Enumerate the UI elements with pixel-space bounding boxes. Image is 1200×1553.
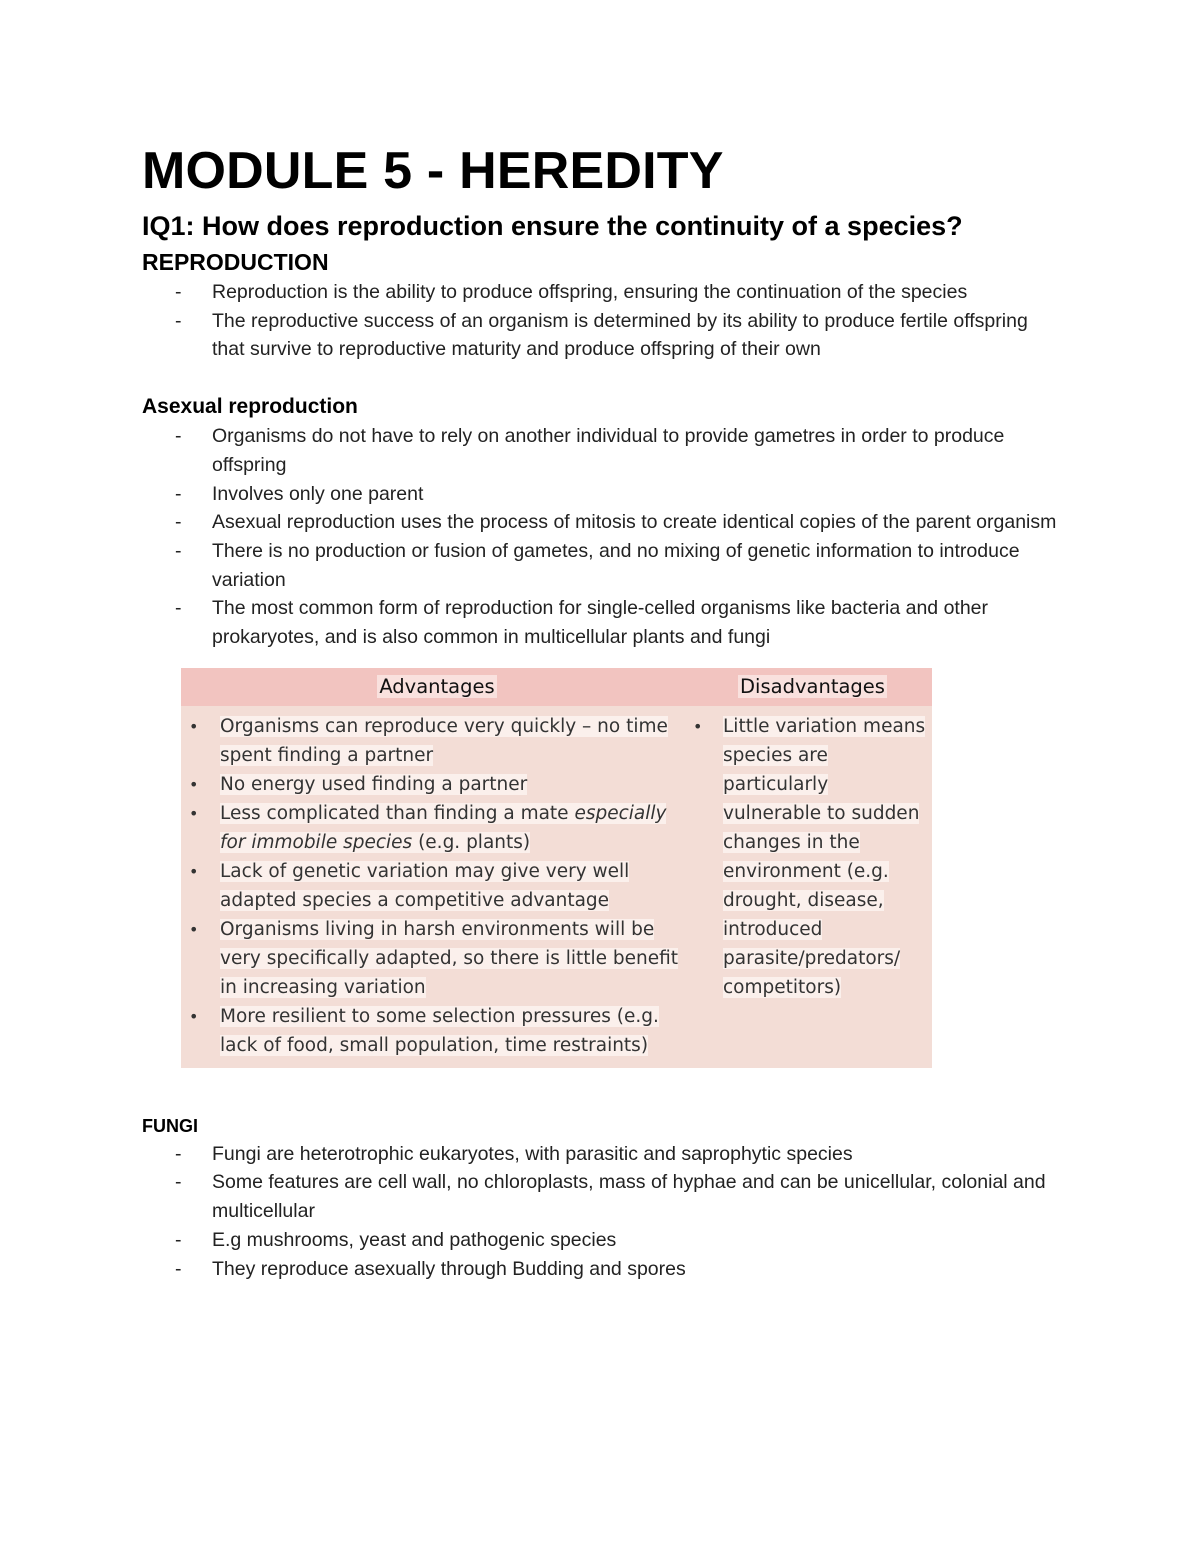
advantages-list — [181, 712, 693, 1060]
fungi-heading: FUNGI — [142, 1115, 198, 1136]
dash-bullet: - — [175, 511, 182, 534]
disadvantages-list — [693, 712, 932, 1002]
dash-bullet: - — [175, 1142, 182, 1165]
bullet-dot: • — [189, 861, 199, 881]
list-item: - They reproduce asexually through Budding and spores — [142, 1255, 1062, 1284]
list-item: • Organisms can reproduce very quickly – no time spent finding a partner — [181, 712, 693, 770]
table-body — [181, 706, 932, 1068]
list-item: - The reproductive success of an organism is determined by its ability to produce fertile offspring that survive to reproductive maturity and produce offspring of their own — [142, 307, 1062, 364]
emphasis-text: especially for immobile species — [220, 802, 667, 853]
dash-bullet: - — [175, 1171, 182, 1194]
asexual-heading: Asexual reproduction — [142, 395, 358, 419]
dash-bullet: - — [175, 1228, 182, 1251]
list-item: • No energy used finding a partner — [181, 770, 693, 799]
reproduction-heading: REPRODUCTION — [142, 249, 329, 275]
page-title: MODULE 5 - HEREDITY — [142, 142, 724, 200]
list-item: • Less complicated than finding a mate especially for immobile species (e.g. plants) — [181, 799, 693, 857]
list-item: - E.g mushrooms, yeast and pathogenic species — [142, 1226, 1062, 1255]
asexual-list — [142, 422, 1062, 652]
list-item: - Some features are cell wall, no chloroplasts, mass of hyphae and can be unicellular, colonial and multicellular — [142, 1168, 1062, 1225]
bullet-dot: • — [189, 803, 199, 823]
bullet-dot: • — [189, 919, 199, 939]
dash-bullet: - — [175, 539, 182, 562]
document-page — [142, 138, 1062, 1283]
dash-bullet: - — [175, 425, 182, 448]
reproduction-list — [142, 278, 1062, 364]
bullet-dot: • — [189, 774, 199, 794]
list-item: • More resilient to some selection pressures (e.g. lack of food, small population, time restraints) — [181, 1002, 693, 1060]
disadvantages-column — [693, 712, 932, 1060]
dash-bullet: - — [175, 482, 182, 505]
advantages-disadvantages-table — [181, 668, 932, 1068]
list-item: - Asexual reproduction uses the process of mitosis to create identical copies of the parent organism — [142, 508, 1062, 537]
list-item: • Lack of genetic variation may give very well adapted species a competitive advantage — [181, 857, 693, 915]
fungi-list — [142, 1140, 1062, 1284]
advantages-header: Advantages — [379, 675, 495, 699]
list-item: - Involves only one parent — [142, 480, 1062, 509]
dash-bullet: - — [175, 597, 182, 620]
list-item: - There is no production or fusion of gametes, and no mixing of genetic information to introduce variation — [142, 537, 1062, 594]
list-item: • Organisms living in harsh environments will be very specifically adapted, so there is little benefit in increasing variation — [181, 915, 693, 1002]
list-item: - The most common form of reproduction for single-celled organisms like bacteria and other prokaryotes, and is also common in multicellular plants and fungi — [142, 594, 1062, 651]
bullet-dot: • — [189, 1006, 199, 1026]
inquiry-question: IQ1: How does reproduction ensure the continuity of a species? — [142, 211, 963, 241]
dash-bullet: - — [175, 281, 182, 303]
list-item: - Fungi are heterotrophic eukaryotes, with parasitic and saprophytic species — [142, 1140, 1062, 1169]
list-item: • Little variation means species are particularly vulnerable to sudden changes in the environment (e.g. drought, disease, introduced parasite/predators/ competitors) — [693, 712, 932, 1002]
disadvantages-header: Disadvantages — [740, 675, 885, 699]
bullet-dot: • — [189, 716, 199, 736]
advantages-column — [181, 712, 693, 1060]
table-header — [181, 668, 932, 706]
list-item: - Organisms do not have to rely on another individual to provide gametres in order to produce offspring — [142, 422, 1062, 479]
dash-bullet: - — [175, 1257, 182, 1280]
bullet-dot: • — [693, 716, 703, 736]
list-item: - Reproduction is the ability to produce offspring, ensuring the continuation of the species — [142, 278, 1062, 307]
dash-bullet: - — [175, 309, 182, 332]
